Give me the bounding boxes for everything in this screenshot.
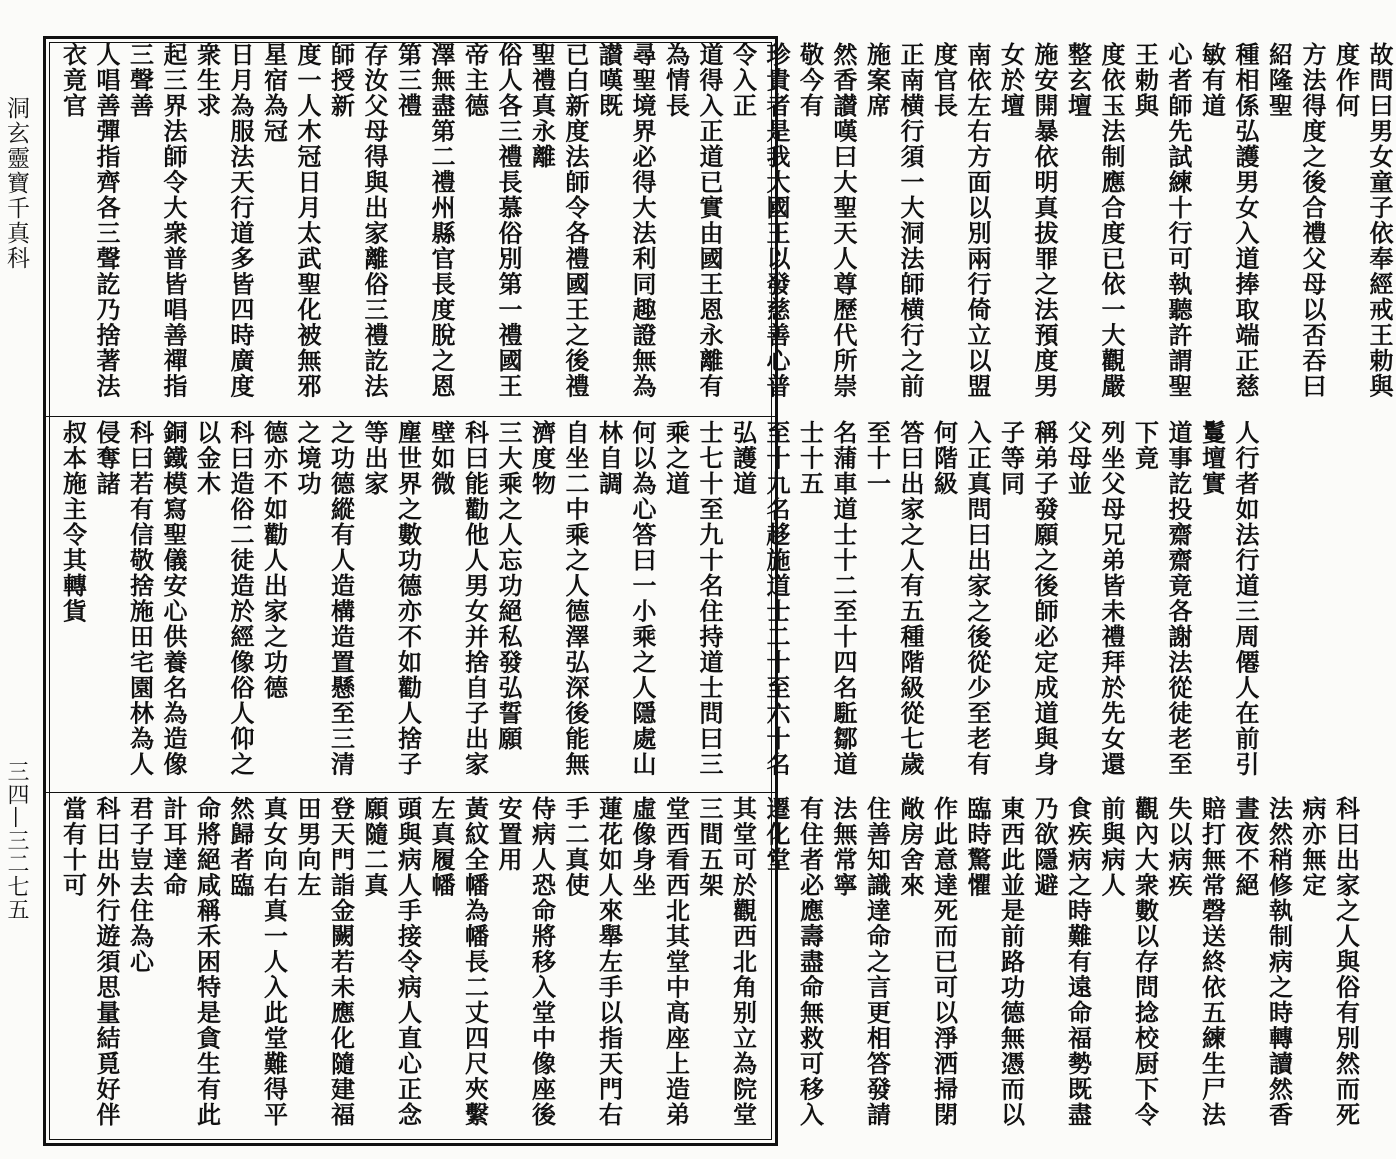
- register-bottom-text: 科曰出家之人與俗有別然而死病亦無定 法然稍修執制病之時轉讀然香晝夜不絕 賠打無常磬送終依五練生尸法失以病疾 觀內大衆數以存問捻校厨下令前與病人 食疾病之時難有遠命福勢既盡乃欲隱避 東西此並是前路功德無憑而以臨時驚懼 作此意達死而已可以淨洒掃閉敞房舍來 住善知識達命之言更相答發請法無常寧 有住者必應壽盡命無救可移入遷化堂 其堂可於觀西北角别立為院堂三間五架 堂西看西北其堂中高座上造弟虛像身坐 蓮花如人來舉左手以指天門右手二真使 侍病人恐命將移入堂中像座後安置用 黃紋全幡為幡長二丈四尺夾繫左真履幡 頭與病人手接令病人直心正念願隨二真 登天門詣金闕若未應化隨建福田男向左 真女向右真一人入此堂難得平然歸者臨 命將絕咸稱禾困特是貪生有此計耳達命 君子豈去住為心 科曰出外行遊須思量結覓好伴當有十可: [58, 796, 1361, 1128]
- register-divider-1: [46, 416, 775, 417]
- register-middle-text: 人行者如法行道三周僊人在前引鬘壇實 道事訖投齋齋竟各謝法從徒老至下竟 列坐父母兄弟皆未禮拜於先女還父母並 稱弟子發願之後師必定成道與身子等同 入正真問曰出家之後從少至老有何階級 答曰出家之人有五種階級從七歲至十一 名蒲車道士十二至十四名駈鄒道士十五 至十九名趍施道士二十至六十名弘護道 士七十至九十名住持道士問曰三乘之道 何以為心答曰一小乘之人隱處山林自調 自坐二中乘之人德澤弘深後能無濟度物 三大乘之人忘功絕私發弘誓願 科曰能勸他人男女并捨自子出家壁如微 塵世界之數功德亦不如勸人捨子等出家 之功德縱有人造構造置懸至三清之境功 德亦不如勸人出家之功德 科曰造俗二徒造於經像俗人仰之以金木 銅鐵模寫聖儀安心供養名為造像 科曰若有信敬捨施田宅園林為人侵奪諸 叔本施主令其轉貨: [58, 420, 1260, 777]
- page-number: 三四—三二七五: [4, 760, 29, 921]
- register-middle: [48, 420, 1260, 790]
- register-top: [48, 42, 1394, 412]
- register-top-text: 故問曰男女童子依奉經戒王勅與度作何 方法得度之後合禮父母以否吞曰紹隆聖 種相係弘護男女入道捧取端正慈敏有道 心者師先試練十行可執聽許謂聖王勅與 度依玉法制應合度已依一大觀嚴整玄壇 施安開暴依明真拔罪之法預度男女於壇 南依左右方面以別兩行倚立以盟度官長 正南横行須一大洞法師横行之前施案席 然香讃嘆曰大聖天人尊歷代所崇敬今有 珍貴者是我大國王以發慈善心普令入正 道得入正道已實由國王恩永離有為情長 尋聖境界必得大法利同趣證無為讃嘆既 已白新度法師令各禮國王之後禮聖禮真永離 俗人各三禮長慕俗別第一禮國王帝主德 澤無盡第二禮州縣官長度脫之恩第三禮 存汝父母得與出家離俗三禮訖法師授新 度一人木冠日月太武聖化被無邪星宿為冠 日月為服法天行道多皆四時廣度衆生求 起三界法師令大衆普皆唱善禪指三聲善 人唱善彈指齊各三聲訖乃捨著法衣竟官: [58, 42, 1394, 399]
- register-divider-2: [46, 792, 775, 793]
- scripture-title: 洞玄靈寶千真科: [3, 96, 29, 271]
- register-bottom: [48, 796, 1361, 1140]
